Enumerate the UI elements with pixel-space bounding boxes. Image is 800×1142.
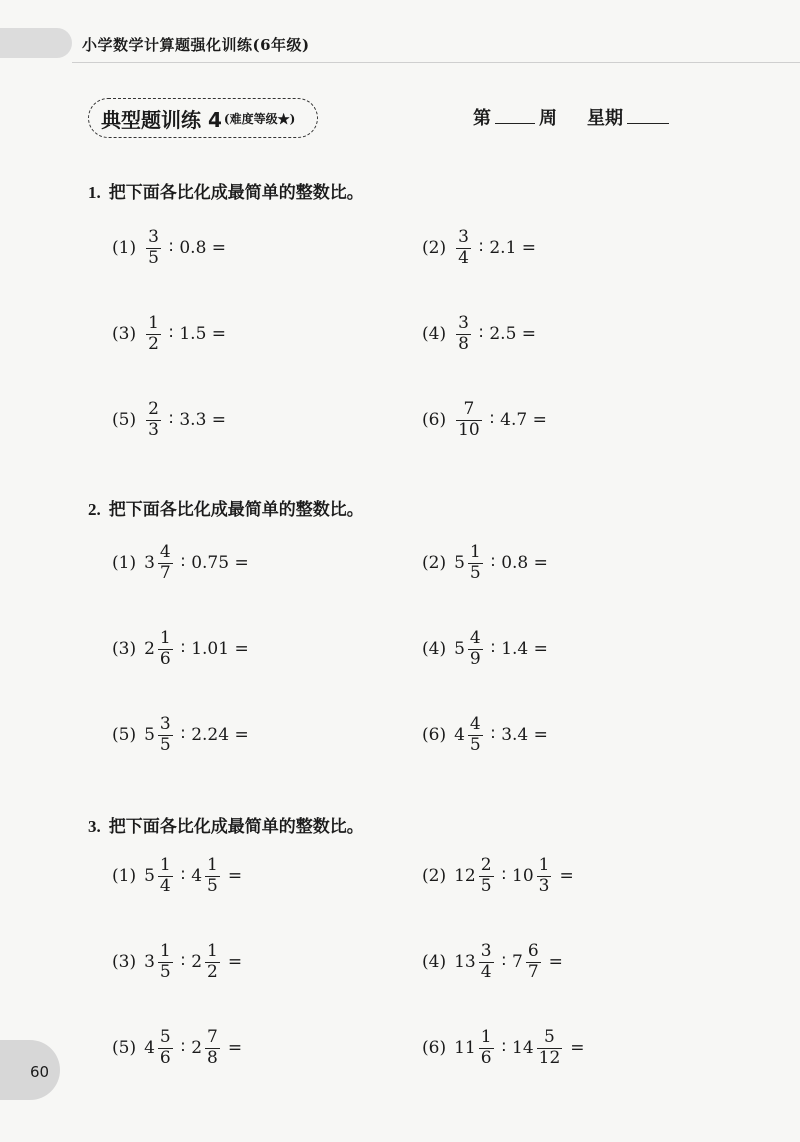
numerator: 3	[148, 227, 159, 247]
problem-item	[422, 942, 563, 982]
numerator: 2	[480, 855, 492, 875]
whole-number: 3	[144, 952, 155, 973]
ratio-sign: ∶	[180, 1038, 186, 1059]
numerator: 3	[458, 227, 469, 247]
section-2-title: 2. 把下面各比化成最简单的整数比。	[88, 500, 364, 520]
fraction	[205, 856, 220, 896]
fraction	[205, 1028, 220, 1068]
ratio-sign: ∶	[501, 1038, 506, 1059]
denominator: 4	[480, 961, 492, 982]
numerator: 4	[159, 542, 171, 562]
ratio-sign: ∶	[478, 238, 484, 259]
problem-index: (4)	[422, 639, 447, 660]
problem-item	[112, 543, 249, 583]
whole-number: 2	[191, 952, 203, 973]
denominator: 8	[458, 333, 469, 354]
problem-item	[422, 314, 536, 354]
ratio-term: 0.75 =	[191, 553, 249, 574]
problem-index: (3)	[112, 952, 137, 973]
problem-index: (1)	[112, 238, 137, 259]
problem-index: (4)	[422, 952, 447, 973]
whole-number: 5	[454, 553, 465, 574]
denominator: 2	[207, 961, 218, 982]
numerator: 4	[469, 714, 481, 734]
denominator: 4	[458, 247, 469, 268]
problem-item	[422, 715, 548, 755]
problem-index: (6)	[422, 410, 447, 431]
whole-number: 4	[191, 866, 203, 887]
numerator: 1	[480, 1027, 492, 1047]
fraction	[456, 228, 471, 268]
fraction	[146, 228, 161, 268]
ratio-term: 0.8 =	[501, 553, 548, 574]
problem-index: (2)	[422, 553, 447, 574]
denominator: 10	[458, 419, 480, 440]
equals-sign: =	[548, 952, 563, 973]
numerator: 3	[159, 714, 171, 734]
fraction	[205, 942, 220, 982]
denominator: 3	[538, 875, 550, 896]
denominator: 8	[207, 1047, 218, 1068]
denominator: 2	[148, 333, 159, 354]
fraction	[468, 629, 483, 669]
problem-item	[112, 1028, 242, 1068]
numerator: 1	[207, 941, 218, 961]
fraction	[158, 1028, 173, 1068]
numerator: 7	[207, 1027, 218, 1047]
whole-number: 2	[191, 1038, 203, 1059]
problem-item	[422, 228, 536, 268]
numerator: 1	[148, 313, 159, 333]
numerator: 3	[480, 941, 492, 961]
fraction	[158, 856, 173, 896]
problem-item	[422, 400, 547, 440]
equals-sign: =	[227, 952, 243, 973]
fraction	[146, 314, 161, 354]
fraction	[479, 942, 494, 982]
page-number: 60	[30, 1063, 50, 1081]
problem-index: (6)	[422, 1038, 447, 1059]
fraction	[158, 715, 173, 755]
problem-item	[422, 1028, 585, 1068]
denominator: 4	[159, 875, 171, 896]
ratio-term: 1.01 =	[191, 639, 249, 660]
header-divider	[72, 62, 800, 63]
problem-item	[422, 543, 548, 583]
ratio-sign: ∶	[501, 952, 506, 973]
problem-item	[112, 400, 226, 440]
ratio-term: 3.4 =	[501, 725, 548, 746]
problem-index: (2)	[422, 866, 447, 887]
numerator: 1	[469, 542, 481, 562]
section-3-title: 3. 把下面各比化成最简单的整数比。	[88, 817, 364, 837]
problem-index: (3)	[112, 324, 137, 345]
book-title: 小学数学计算题强化训练(6年级)	[82, 36, 310, 54]
numerator: 1	[159, 941, 171, 961]
problem-item	[112, 942, 242, 982]
numerator: 5	[159, 1027, 171, 1047]
weekday-blank[interactable]	[627, 109, 669, 124]
problem-item	[112, 715, 249, 755]
whole-number: 4	[144, 1038, 155, 1059]
difficulty-label: (难度等级★)	[223, 111, 296, 126]
week-prefix: 第	[473, 108, 491, 129]
whole-number: 4	[454, 725, 465, 746]
fraction	[158, 942, 173, 982]
ratio-term: 2.24 =	[191, 725, 249, 746]
numerator: 1	[159, 855, 171, 875]
equals-sign: =	[570, 1038, 585, 1059]
ratio-sign: ∶	[168, 324, 174, 345]
ratio-sign: ∶	[168, 410, 174, 431]
equals-sign: =	[227, 866, 243, 887]
problem-item	[112, 228, 226, 268]
numerator: 5	[544, 1027, 555, 1047]
ratio-sign: ∶	[490, 553, 496, 574]
numerator: 2	[148, 399, 159, 419]
problem-index: (5)	[112, 1038, 137, 1059]
numerator: 1	[538, 855, 550, 875]
equals-sign: =	[227, 1038, 243, 1059]
fraction	[468, 543, 483, 583]
denominator: 12	[538, 1047, 561, 1068]
whole-number: 5	[454, 639, 465, 660]
lesson-badge	[88, 98, 318, 138]
denominator: 9	[469, 648, 481, 669]
problem-item	[422, 629, 548, 669]
ratio-term: 2.1 =	[489, 238, 537, 259]
whole-number: 3	[144, 553, 155, 574]
problem-index: (2)	[422, 238, 447, 259]
problem-item	[112, 314, 226, 354]
problem-item	[112, 856, 242, 896]
whole-number: 10	[512, 866, 534, 887]
ratio-term: 0.8 =	[179, 238, 227, 259]
ratio-sign: ∶	[490, 725, 496, 746]
denominator: 5	[207, 875, 218, 896]
numerator: 1	[159, 628, 171, 648]
fraction	[158, 543, 173, 583]
weekday-label: 星期	[587, 108, 623, 129]
denominator: 7	[159, 562, 171, 583]
numerator: 6	[527, 941, 539, 961]
fraction	[158, 629, 173, 669]
equals-sign: =	[559, 866, 574, 887]
numerator: 4	[469, 628, 481, 648]
ratio-sign: ∶	[489, 410, 495, 431]
ratio-sign: ∶	[478, 324, 484, 345]
section-1-title: 1. 把下面各比化成最简单的整数比。	[88, 183, 364, 203]
problem-index: (5)	[112, 725, 137, 746]
lesson-title: 典型题训练 4	[101, 107, 222, 132]
whole-number: 7	[512, 952, 523, 973]
week-suffix: 周	[539, 108, 557, 129]
numerator: 7	[463, 399, 475, 419]
problem-index: (1)	[112, 866, 137, 887]
whole-number: 5	[144, 725, 155, 746]
ratio-sign: ∶	[180, 725, 186, 746]
problem-index: (5)	[112, 410, 137, 431]
week-blank[interactable]	[495, 109, 535, 124]
problem-item	[112, 629, 249, 669]
header-tab-decoration	[0, 28, 72, 58]
fraction	[537, 856, 552, 896]
denominator: 5	[480, 875, 492, 896]
fraction	[526, 942, 541, 982]
whole-number: 12	[454, 866, 476, 887]
fraction	[146, 400, 161, 440]
ratio-sign: ∶	[180, 553, 186, 574]
whole-number: 5	[144, 866, 155, 887]
ratio-term: 4.7 =	[500, 410, 547, 431]
date-fields	[473, 104, 673, 130]
ratio-term: 1.5 =	[179, 324, 227, 345]
fraction	[537, 1028, 563, 1068]
denominator: 7	[527, 961, 539, 982]
problem-index: (3)	[112, 639, 137, 660]
fraction	[479, 1028, 494, 1068]
problem-index: (4)	[422, 324, 447, 345]
ratio-sign: ∶	[180, 639, 186, 660]
ratio-sign: ∶	[180, 866, 186, 887]
denominator: 5	[148, 247, 159, 268]
ratio-sign: ∶	[501, 866, 506, 887]
numerator: 1	[207, 855, 218, 875]
denominator: 6	[159, 648, 171, 669]
problem-index: (1)	[112, 553, 137, 574]
fraction	[456, 314, 471, 354]
denominator: 5	[469, 562, 481, 583]
ratio-term: 2.5 =	[489, 324, 537, 345]
ratio-term: 1.4 =	[501, 639, 548, 660]
ratio-sign: ∶	[490, 639, 496, 660]
numerator: 3	[458, 313, 469, 333]
denominator: 5	[159, 961, 171, 982]
problem-item	[422, 856, 574, 896]
denominator: 6	[159, 1047, 171, 1068]
whole-number: 13	[454, 952, 476, 973]
whole-number: 14	[512, 1038, 534, 1059]
problem-index: (6)	[422, 725, 447, 746]
ratio-term: 3.3 =	[179, 410, 227, 431]
fraction	[468, 715, 483, 755]
fraction	[479, 856, 494, 896]
denominator: 6	[480, 1047, 492, 1068]
fraction	[456, 400, 482, 440]
ratio-sign: ∶	[168, 238, 174, 259]
whole-number: 2	[144, 639, 155, 660]
denominator: 5	[159, 734, 171, 755]
denominator: 3	[148, 419, 159, 440]
whole-number: 11	[454, 1038, 476, 1059]
ratio-sign: ∶	[180, 952, 186, 973]
denominator: 5	[469, 734, 481, 755]
